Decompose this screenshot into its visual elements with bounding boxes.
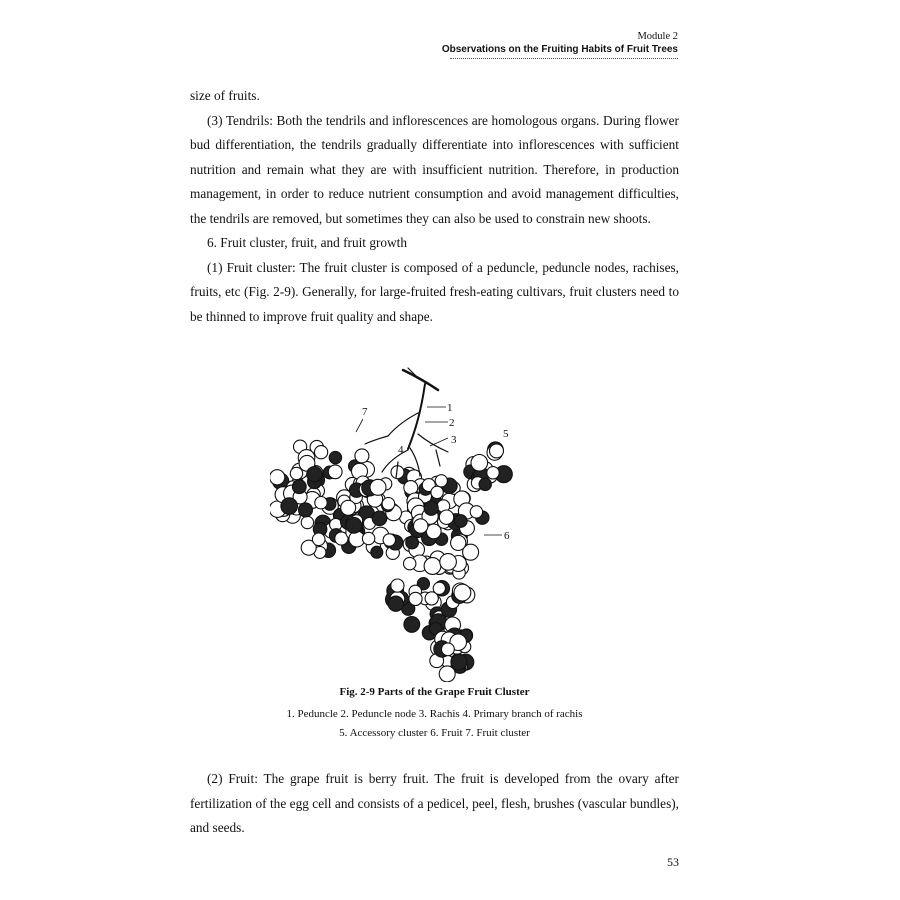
figure-caption-title: Fig. 2-9 Parts of the Grape Fruit Cluster [339,686,530,698]
grape-berry [439,666,455,682]
grape-berry [479,478,491,490]
grape-berry [414,519,428,533]
grape-berry [270,470,285,485]
grape-berry [490,444,504,458]
grape-berry [471,455,488,472]
grape-berry [307,467,322,482]
grape-berry [341,500,356,515]
grape-berry [281,498,298,515]
label-3: 3 [451,434,457,446]
grape-berries [270,440,512,682]
label-2: 2 [449,417,455,429]
figure-legend-line-1: 1. Peduncle 2. Peduncle node 3. Rachis 4. Primary branch of rachis [286,708,583,720]
grape-berry [290,467,302,479]
grape-berry [451,535,466,550]
header-divider [450,58,678,59]
stems [365,368,448,478]
grape-berry [454,584,471,601]
grape-berry [404,617,420,633]
grape-berry [355,449,369,463]
grape-berry [329,451,341,463]
page-number: 53 [667,855,679,869]
grape-berry [362,532,374,544]
grape-berry [455,515,468,528]
module-label: Module 2 [637,31,678,42]
grape-berry [371,546,383,558]
grape-berry [470,506,482,518]
grape-berry [315,497,327,509]
grape-berry [301,516,313,528]
section-heading: 6. Fruit cluster, fruit, and fruit growth [207,235,407,250]
label-5: 5 [503,428,509,440]
label-6: 6 [504,530,510,542]
label-1: 1 [447,402,453,414]
grape-berry [372,511,387,526]
grape-berry [440,554,457,571]
paragraph-fruit-cluster: (1) Fruit cluster: The fruit cluster is composed of a peduncle, peduncle nodes, rachises, fruits, etc (Fig. 2-9). Generally, for large-fruited fresh-eating cultivars, fruit clusters need to be thinned to improve fruit quality and shape. [190,259,679,324]
running-header [442,30,678,56]
grape-berry [442,643,455,656]
figure-legend-line-2: 5. Accessory cluster 6. Fruit 7. Fruit cluster [339,727,530,739]
grape-berry [404,557,416,569]
body-text-bottom [190,767,679,841]
grape-cluster-illustration [270,364,530,682]
grape-berry [487,467,499,479]
grape-berry [409,592,422,605]
grape-berry [292,480,306,494]
label-4: 4 [398,444,404,456]
grape-berry [391,579,404,592]
grape-berry [388,596,403,611]
grape-berry [312,533,325,546]
paragraph-fruit: (2) Fruit: The grape fruit is berry fruit. The fruit is developed from the ovary after fertilization of the egg cell and consists of a pedicel, peel, flesh, brushes (vascular bundles), and seeds. [190,771,679,835]
grape-berry [426,524,441,539]
chapter-title: Observations on the Fruiting Habits of Fruit Trees [441,44,678,55]
grape-berry [382,498,395,511]
paragraph: size of fruits. [190,88,260,103]
grape-berry [424,558,441,575]
grape-berry [299,503,313,517]
grape-berry [328,465,342,479]
paragraph-tendrils: (3) Tendrils: Both the tendrils and inflorescences are homologous organs. During flower bud differentiation, the tendrils gradually differentiate into inflorescences with sufficient nutrition and remain what they are with insufficient nutrition. Therefore, in production management, in order to reduce nutrient consumption and avoid management difficulties, the tendrils are removed, but sometimes they can also be used to constrain new shoots. [190,112,679,226]
grape-berry [406,536,419,549]
grape-berry [370,479,386,495]
grape-berry [439,510,453,524]
grape-berry [315,446,328,459]
grape-berry [451,654,467,670]
body-text-top [190,84,679,329]
grape-berry [431,486,443,498]
grape-berry [435,475,447,487]
grape-berry [433,582,445,594]
label-7: 7 [362,406,368,418]
grape-berry [346,517,362,533]
grape-berry [383,534,395,546]
grape-berry [424,501,438,515]
